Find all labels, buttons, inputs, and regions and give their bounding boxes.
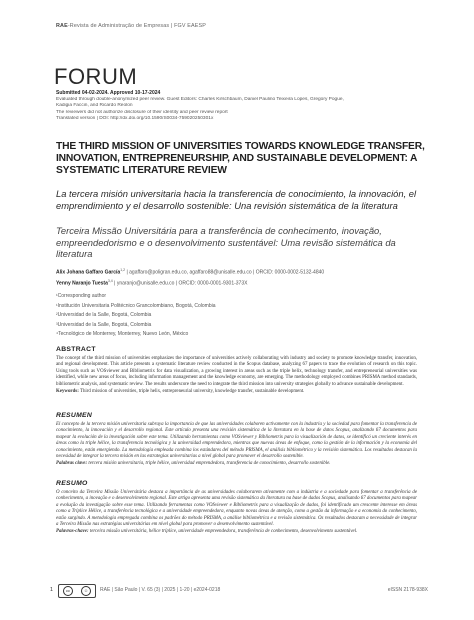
page-number: 1 — [50, 587, 53, 593]
eissn: eISSN 2178-938X — [387, 587, 428, 593]
author-name: Yenny Naranjo Tuesta — [56, 280, 108, 287]
palabras-clave-list: tercera misión universitaria, triple hélice, universidad emprendedora, transferencia de conocimiento, desarrollo sostenible. — [87, 461, 331, 467]
palavras-chave — [56, 529, 417, 535]
affiliation: ⁴Tecnológico de Monterrey, Monterrey, Nuevo León, México — [56, 331, 189, 338]
affiliation-list — [56, 292, 436, 340]
cc-icon: cc — [63, 586, 73, 596]
article-metadata — [56, 90, 436, 123]
palavras-chave-list: terceira missão universitária, hélice tríplice, universidade empreendedora, transferência de conhecimento, desenvolvimento sustentável. — [88, 529, 358, 535]
reviewer-disclaimer: The reviewers did not authorize disclosure of their identity and peer review report — [56, 109, 228, 115]
journal-header — [56, 23, 206, 29]
author-contact: | ynaranjo@unisalle.edu.co | ORCID: 0000-0001-9301-373X — [112, 280, 248, 287]
journal-acronym: RAE — [56, 23, 68, 29]
journal-citation: RAE | São Paulo | V. 65 (3) | 2025 | 1-20 | e2024-0218 — [100, 587, 221, 593]
review-note: Evaluated through double-anonymized peer review. Guest Editors: Charles Kirschbaum, Daniel Paulino Teixeira Lopes, Gregory Pogue, — [56, 96, 344, 102]
abstract-section — [56, 346, 417, 395]
keywords-label: Keywords: — [56, 389, 79, 395]
article-title: THE THIRD MISSION OF UNIVERSITIES TOWARDS KNOWLEDGE TRANSFER, INNOVATION, ENTREPRENEURSHIP, AND SUSTAINABLE DEVELOPMENT: A SYSTEMATIC LITERATURE REVIEW — [56, 141, 425, 177]
cc-license-badge[interactable] — [58, 584, 96, 598]
author-affil-marks: 1,2 — [120, 268, 126, 272]
section-title: FORUM — [54, 64, 138, 89]
doi-line[interactable]: Translated version | DOI: http://dx.doi.org/10.1590/S0034-759020250301x — [56, 116, 214, 122]
keywords — [56, 389, 417, 395]
author-name: Alix Johana Gaffaro García — [56, 269, 121, 276]
author-contact: | agaffaro@poligran.edu.co, agaffaro88@unisalle.edu.co | ORCID: 0000-0002-5132-4840 — [125, 269, 325, 276]
resumo-section — [56, 480, 417, 536]
page-footer — [50, 584, 428, 598]
keywords-list: Third mission of universities, triple helix, entrepreneurial university, knowledge transfer, sustainable development. — [78, 389, 305, 395]
affiliation: ¹Institución Universitaria Politécnico Grancolombiano, Bogotá, Colombia — [56, 302, 216, 309]
journal-name: -Revista de Administração de Empresas | FGV EAESP — [67, 23, 207, 29]
author-list — [56, 266, 436, 288]
abstract-heading: ABSTRACT — [56, 346, 96, 353]
affiliation: ³Universidad de la Salle, Bogotá, Colombia — [56, 321, 152, 328]
submission-dates: Submitted 04-02-2024. Approved 10-17-2024 — [56, 90, 161, 96]
author-entry — [56, 266, 436, 277]
article-title-portuguese: Terceira Missão Universitária para a transferência de conhecimento, inovação, empreendedorismo e o desenvolvimento sustentável: Uma revisão sistemática da literatura — [56, 225, 396, 260]
author-entry — [56, 277, 436, 288]
by-person-icon: ☺ — [81, 586, 91, 596]
resumen-section — [56, 412, 417, 468]
resumo-text: O conceito da Terceira Missão Universitária destaca a importância de as universidades colaborarem ativamente com a indústria e a sociedade para fomentar a transferência de conhecimento, a inovação e o desenvolvimento regional. Este artigo apresenta uma revisão sistemática da literatura na base de dados Scopus, analisando 67 documentos para mapear a evolução da investigação sobre esse tema. Utilizando ferramentas como VOSviewer e Bibliometrix para a visualização de dados, foi identificado um crescente interesse em áreas como a Tríplice Hélice, a transferência tecnológica e a universidade empreendedora, enquanto novas áreas de atenção, como a gestão da informação e a economia do conhecimento, estão surgindo. A metodologia empregada combina os padrões do método PRISMA, a análise bibliométrica e a revisão sistemática. Os resultados destacam a necessidade de integrar a Terceira Missão nas estratégias universitárias em nível global para promover o desenvolvimento sustentável. — [56, 490, 417, 528]
author-affil-marks: 3,4 — [107, 279, 113, 284]
palabras-clave-label: Palabras clave: — [56, 461, 88, 467]
resumo-heading: RESUMO — [56, 480, 88, 487]
palavras-chave-label: Palavras-chave: — [56, 529, 89, 535]
article-title-spanish: La tercera misión universitaria hacia la transferencia de conocimiento, la innovación, el emprendimiento y el desarrollo sostenible: Una revisión sistemática de la literatura — [56, 188, 417, 211]
review-note-cont: Kadigia Faccin, and Ricardo Reolon — [56, 103, 133, 109]
resumen-heading: RESUMEN — [56, 412, 93, 419]
affiliation: ²Universidad de la Salle, Bogotá, Colombia — [56, 312, 152, 319]
resumen-text: El concepto de la tercera misión universitaria subraya la importancia de que las universidades colaboren activamente con la industria y la sociedad para fomentar la transferencia de conocimiento, la innovación y el desarrollo regional. Este artículo presenta una revisión sistemática de la literatura en la base de datos Scopus, analizando 67 documentos para mapear la evolución de la investigación sobre este tema. Utilizando herramientas como VOSviewer y Bibliometrix para la visualización de datos, se identificó un creciente interés en áreas como la triple hélice, la transferencia tecnológica y la universidad emprendedora, mientras que nuevas áreas de enfoque, como la gestión de la información y la economía del conocimiento, están emergiendo. La metodología empleada combina los estándares del método PRISMA, el análisis bibliométrico y la revisión sistemática. Los resultados destacan la necesidad de integrar la tercera misión en las estrategias universitarias a nivel global para promover el desarrollo sostenible. — [56, 422, 417, 460]
palabras-clave — [56, 461, 417, 467]
abstract-text: The concept of the third mission of universities emphasizes the importance of universities actively collaborating with industry and society to promote knowledge transfer, innovation, and regional development. This article presents a systematic literature review conducted in the Scopus database, analyzing 67 papers to trace the evolution of research on this topic. Using tools such as VOSviewer and Bibliometrix for data visualization, a growing interest in areas such as the triple helix, technology transfer, and entrepreneurial universities was identified, while new areas of focus, including information management and the knowledge economy, are emerging. The methodology employed combines PRISMA method standards, bibliometric analysis, and systematic review. The results underscore the need to integrate the third mission into university strategies globally to advance sustainable development. — [56, 356, 417, 387]
affiliation: ¹Corresponding author — [56, 293, 107, 299]
